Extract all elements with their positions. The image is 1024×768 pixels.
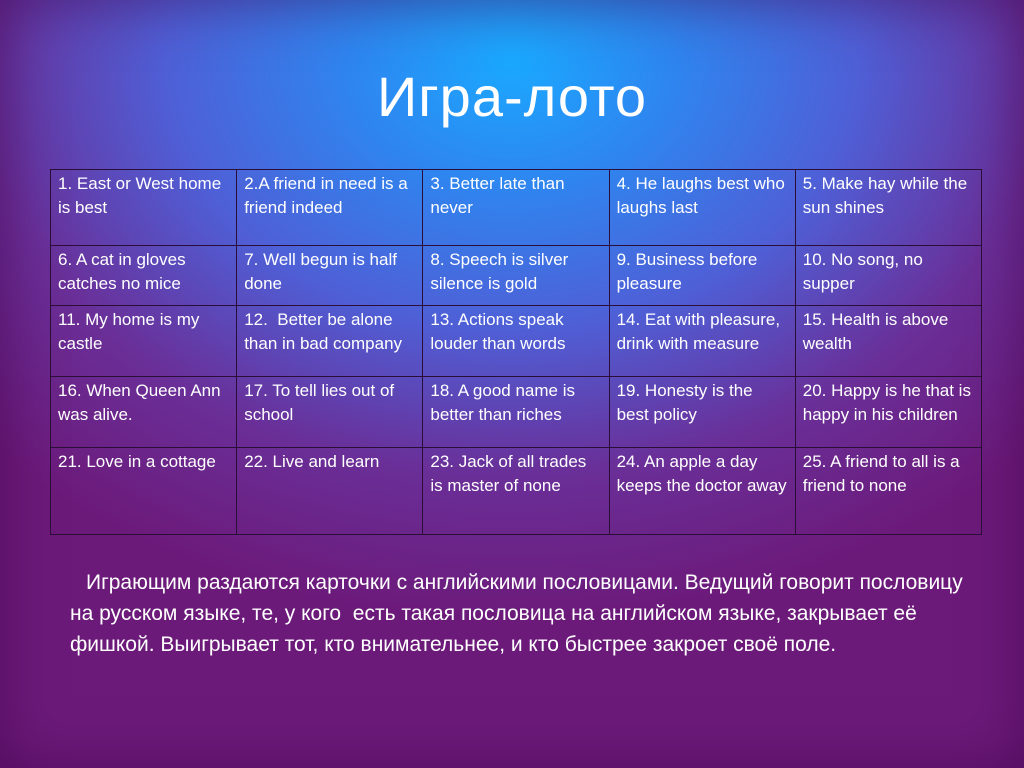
table-cell: 8. Speech is silver silence is gold: [423, 246, 609, 306]
table-cell: 22. Live and learn: [237, 448, 423, 535]
slide-title: Игра-лото: [377, 65, 647, 128]
table-cell: 1. East or West home is best: [51, 170, 237, 246]
table-cell: 16. When Queen Ann was alive.: [51, 377, 237, 448]
table-cell: 4. He laughs best who laughs last: [609, 170, 795, 246]
table-cell: 14. Eat with pleasure, drink with measure: [609, 306, 795, 377]
table-row: [51, 448, 982, 535]
table-row: [51, 170, 982, 246]
table-cell: 15. Health is above wealth: [795, 306, 981, 377]
table-cell: 18. A good name is better than riches: [423, 377, 609, 448]
table-cell: 21. Love in a cottage: [51, 448, 237, 535]
table-cell: 24. An apple a day keeps the doctor away: [609, 448, 795, 535]
table-cell: 25. A friend to all is a friend to none: [795, 448, 981, 535]
table-cell: 17. To tell lies out of school: [237, 377, 423, 448]
table-cell: 11. My home is my castle: [51, 306, 237, 377]
table-cell: 10. No song, no supper: [795, 246, 981, 306]
table-row: [51, 377, 982, 448]
proverbs-table: [50, 169, 982, 535]
table-cell: 7. Well begun is half done: [237, 246, 423, 306]
table-cell: 12. Better be alone than in bad company: [237, 306, 423, 377]
table-cell: 3. Better late than never: [423, 170, 609, 246]
table-row: [51, 246, 982, 306]
table-cell: 13. Actions speak louder than words: [423, 306, 609, 377]
table-cell: 19. Honesty is the best policy: [609, 377, 795, 448]
table-cell: 20. Happy is he that is happy in his children: [795, 377, 981, 448]
table-cell: 6. A cat in gloves catches no mice: [51, 246, 237, 306]
table-cell: 23. Jack of all trades is master of none: [423, 448, 609, 535]
table-cell: 2.A friend in need is a friend indeed: [237, 170, 423, 246]
table-cell: 9. Business before pleasure: [609, 246, 795, 306]
table-cell: 5. Make hay while the sun shines: [795, 170, 981, 246]
game-rules-text: Играющим раздаются карточки с английскими пословицами. Ведущий говорит пословицу на русском языке, те, у кого есть такая пословица на английском языке, закрывает её фишкой. Выигрывает тот, кто внимательнее, и кто быстрее закроет своё поле.: [70, 571, 969, 656]
table-row: [51, 306, 982, 377]
